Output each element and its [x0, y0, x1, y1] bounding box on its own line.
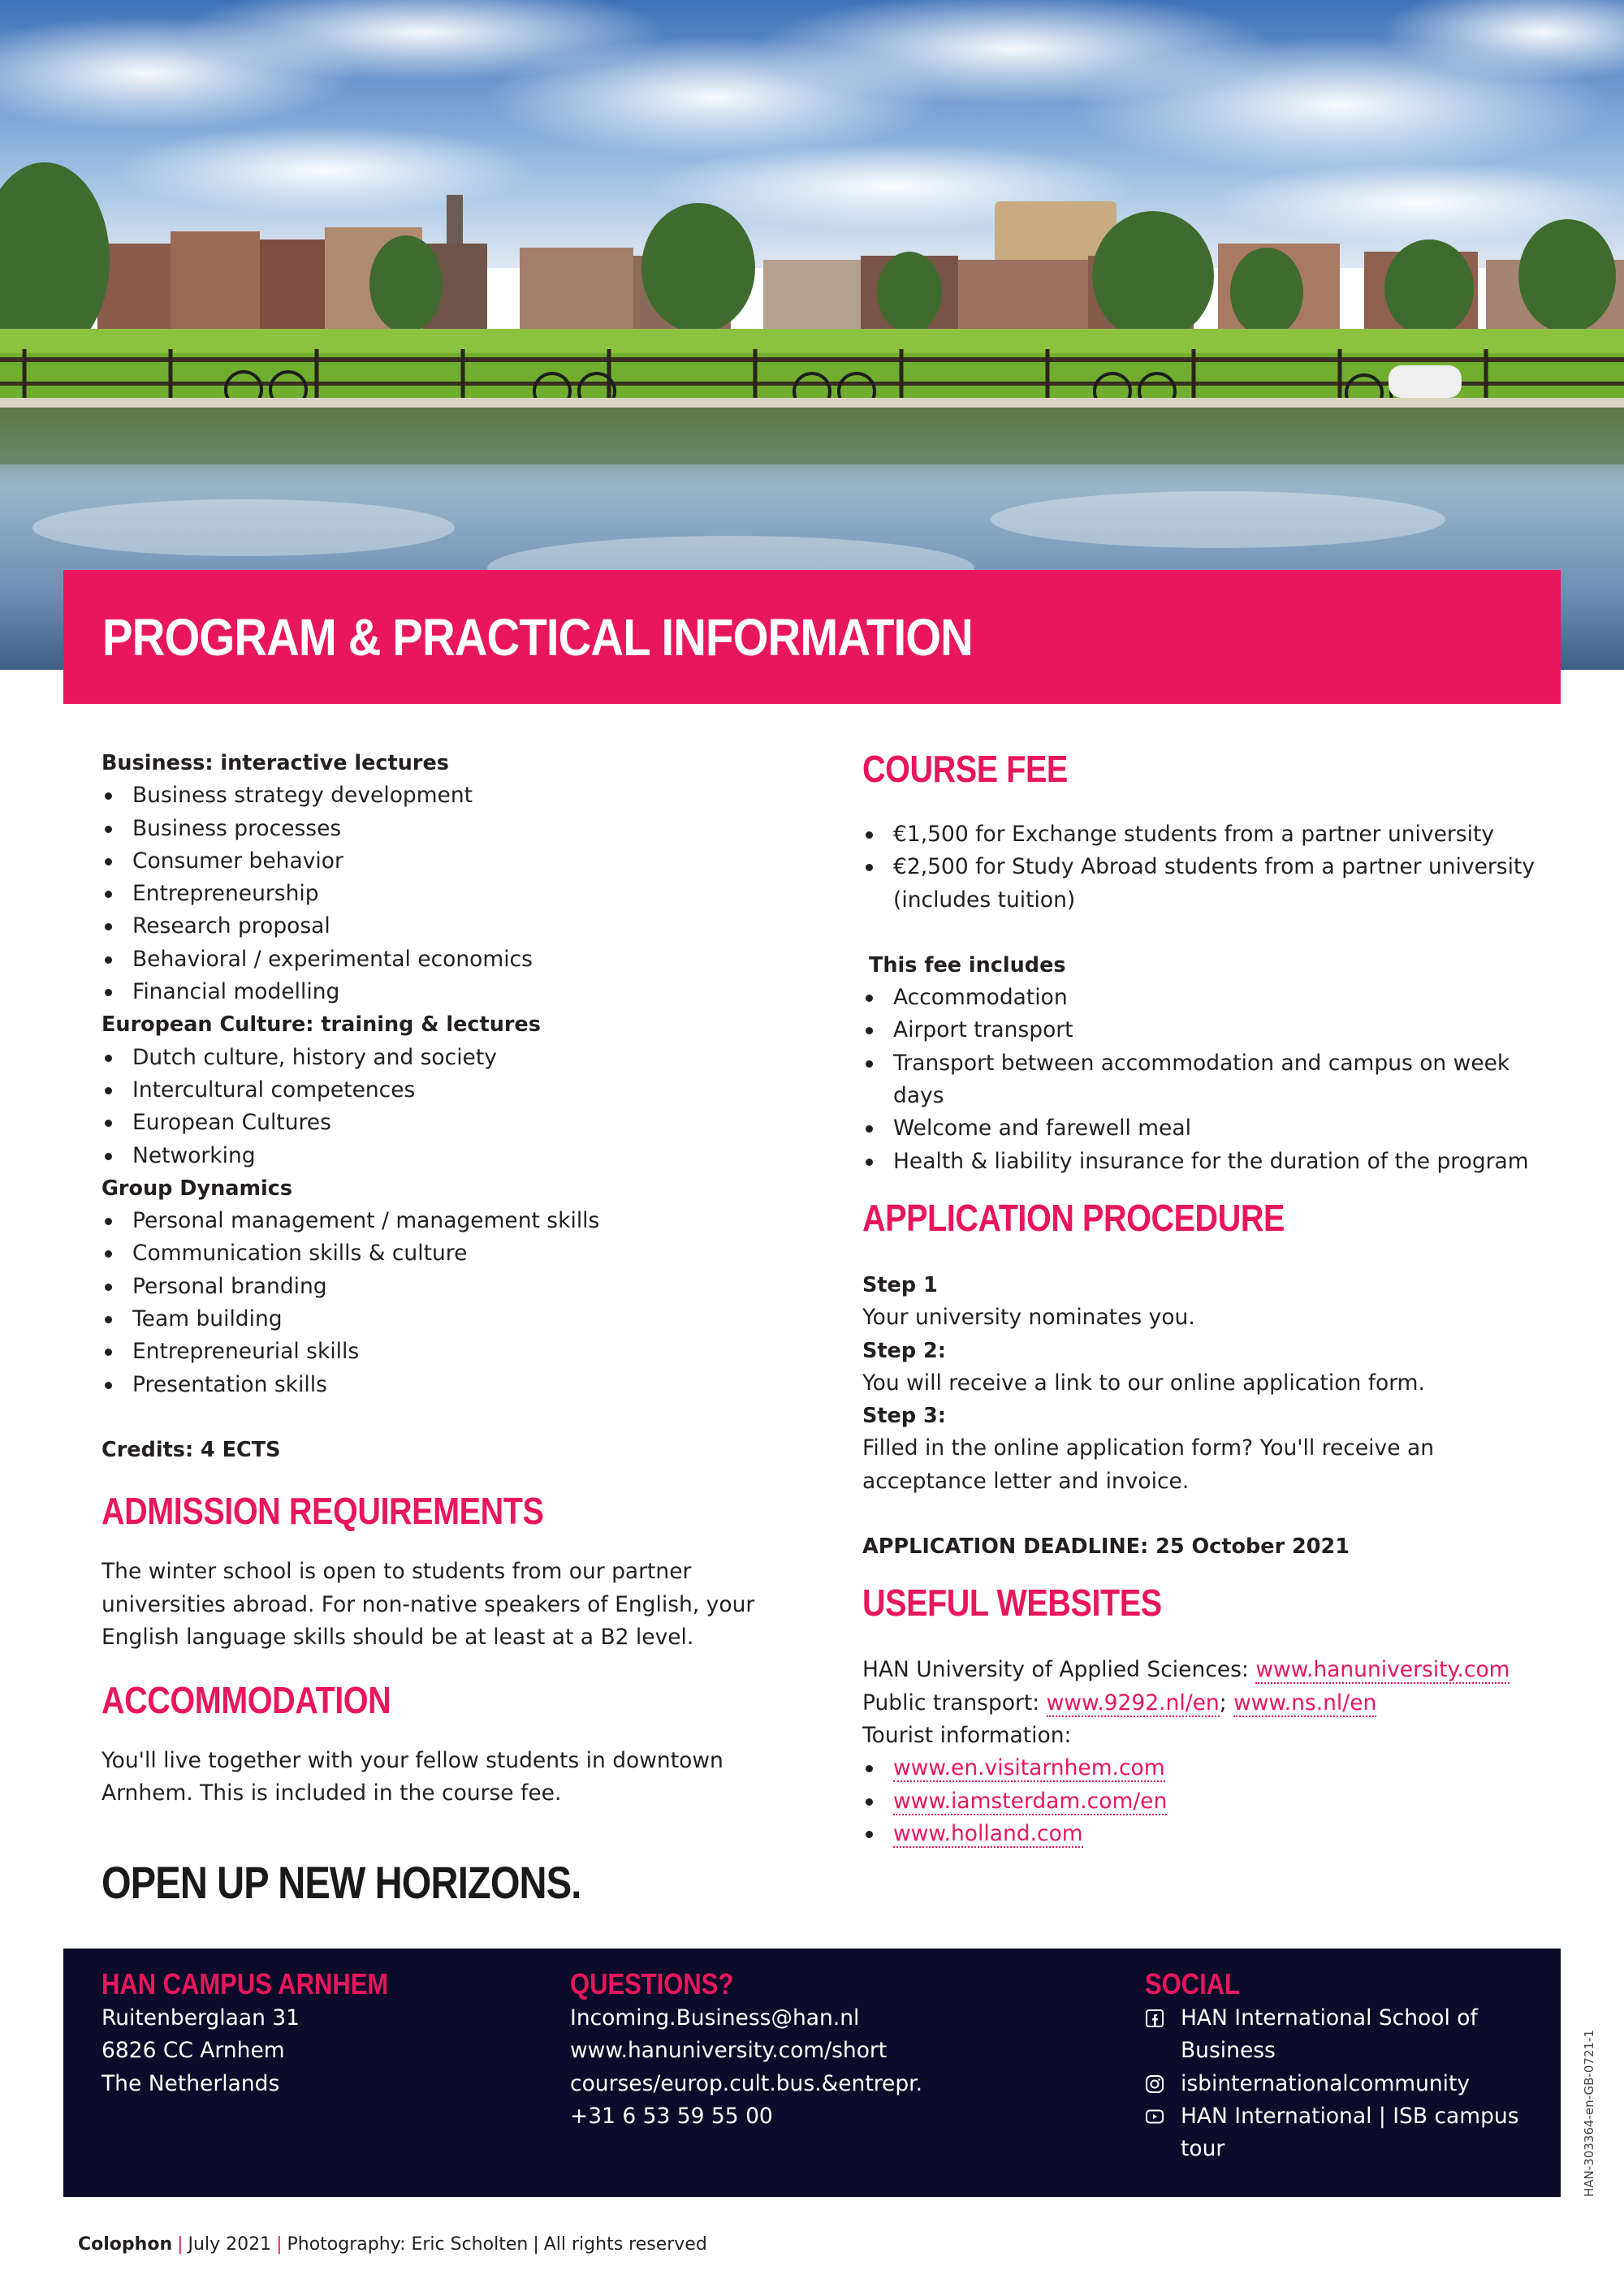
admission-text: The winter school is open to students from our partner universities abroad. For non-native speakers of English, your English language skills should be at least at a B2 level. — [102, 1559, 755, 1650]
list-item: Entrepreneurial skills — [102, 1336, 800, 1368]
list-item — [862, 1785, 1544, 1818]
social-youtube[interactable] — [1145, 2100, 1527, 2166]
ns-link[interactable]: www.ns.nl/en — [1233, 1690, 1377, 1716]
contact-email[interactable]: Incoming.Business@han.nl — [570, 2005, 860, 2031]
address-line: The Netherlands — [102, 2070, 280, 2096]
list-item: Business strategy development — [102, 779, 800, 812]
tourist-label: Tourist information: — [862, 1722, 1072, 1748]
han-website-line — [862, 1654, 1544, 1686]
program-group-heading: Group Dynamics — [102, 1176, 293, 1201]
application-title: APPLICATION PROCEDURE — [862, 1196, 1285, 1239]
list-item: Presentation skills — [102, 1369, 800, 1401]
iamsterdam-link[interactable]: www.iamsterdam.com/en — [893, 1788, 1168, 1814]
transport-line — [862, 1687, 1544, 1720]
9292-link[interactable]: www.9292.nl/en — [1046, 1690, 1220, 1716]
han-website-link[interactable]: www.hanuniversity.com — [1255, 1657, 1510, 1683]
program-list — [102, 1205, 800, 1401]
tourist-links — [862, 1752, 1544, 1850]
address-line: 6826 CC Arnhem — [102, 2038, 285, 2064]
colophon-rights: All rights reserved — [543, 2234, 707, 2255]
step-text: Filled in the online application form? You'll receive an acceptance letter and invoice. — [862, 1435, 1434, 1494]
holland-link[interactable]: www.holland.com — [893, 1820, 1083, 1846]
accommodation-title: ACCOMMODATION — [102, 1679, 391, 1722]
list-item: Behavioral / experimental economics — [102, 943, 800, 976]
list-item: Business processes — [102, 813, 800, 845]
step-text: Your university nominates you. — [862, 1305, 1195, 1331]
program-group — [102, 747, 800, 1008]
document-code-text: HAN-303364-en-GB-0721-1 — [1582, 2029, 1596, 2197]
list-item — [862, 1752, 1544, 1785]
footer — [63, 1949, 1561, 2197]
list-item: Transport between accommodation and campus on week days — [862, 1047, 1544, 1113]
list-item: Welcome and farewell meal — [862, 1112, 1544, 1145]
step-label: Step 3: — [862, 1404, 946, 1429]
footer-social — [1145, 1966, 1527, 2165]
list-item: Networking — [102, 1140, 800, 1172]
visitarnhem-link[interactable]: www.en.visitarnhem.com — [893, 1755, 1165, 1781]
credits: Credits: 4 ECTS — [102, 1437, 281, 1462]
contact-url[interactable]: www.hanuniversity.com/short — [570, 2038, 888, 2064]
transport-separator: ; — [1219, 1690, 1234, 1716]
accommodation-text: You'll live together with your fellow students in downtown Arnhem. This is included in the course fee. — [102, 1748, 723, 1806]
page-title: PROGRAM & PRACTICAL INFORMATION — [102, 607, 973, 667]
list-item: Consumer behavior — [102, 845, 800, 878]
social-youtube-label: HAN International | ISB campus tour — [1181, 2103, 1519, 2162]
list-item: Intercultural competences — [102, 1074, 800, 1107]
list-item: €2,500 for Study Abroad students from a partner university (includes tuition) — [862, 851, 1544, 917]
list-item: European Cultures — [102, 1107, 800, 1139]
social-instagram[interactable] — [1145, 2068, 1527, 2100]
transport-label: Public transport: — [862, 1690, 1047, 1716]
social-title: SOCIAL — [1145, 1967, 1240, 2000]
info-column — [862, 747, 1544, 1850]
list-item: Accommodation — [862, 982, 1544, 1014]
contact-phone[interactable]: +31 6 53 59 55 00 — [570, 2103, 773, 2129]
social-facebook-label: HAN International School of Business — [1181, 2005, 1478, 2064]
list-item — [862, 1818, 1544, 1850]
instagram-icon — [1145, 2074, 1164, 2094]
campus-title: HAN CAMPUS ARNHEM — [102, 1967, 389, 2000]
address-line: Ruitenberglaan 31 — [102, 2005, 300, 2031]
colophon: Colophon | July 2021 | Photography: Eric Scholten | All rights reserved — [78, 2234, 707, 2255]
list-item: Team building — [102, 1303, 800, 1336]
contact-url-cont[interactable]: courses/europ.cult.bus.&entrepr. — [570, 2070, 923, 2096]
course-fee-title: COURSE FEE — [862, 748, 1068, 790]
social-instagram-label: isbinternationalcommunity — [1181, 2070, 1471, 2096]
footer-questions — [570, 1966, 1106, 2133]
program-list — [102, 1042, 800, 1172]
document-code — [1580, 1949, 1600, 2197]
program-group — [102, 1172, 800, 1401]
list-item: Communication skills & culture — [102, 1237, 800, 1270]
list-item: Entrepreneurship — [102, 878, 800, 910]
websites-title: USEFUL WEBSITES — [862, 1582, 1162, 1625]
list-item: Research proposal — [102, 910, 800, 943]
colophon-date: July 2021 — [188, 2234, 272, 2255]
colophon-photo: Photography: Eric Scholten — [287, 2234, 529, 2255]
program-group-heading: Business: interactive lectures — [102, 751, 449, 775]
social-facebook[interactable] — [1145, 2002, 1527, 2068]
list-item: Dutch culture, history and society — [102, 1042, 800, 1074]
youtube-icon — [1145, 2107, 1164, 2126]
fee-includes-heading: This fee includes — [869, 952, 1066, 978]
list-item: €1,500 for Exchange students from a partner university — [862, 818, 1544, 851]
step-text: You will receive a link to our online application form. — [862, 1370, 1425, 1396]
program-group-heading: European Culture: training & lectures — [102, 1012, 541, 1038]
program-group — [102, 1008, 800, 1172]
title-banner — [63, 570, 1561, 704]
list-item: Personal branding — [102, 1271, 800, 1303]
han-website-label: HAN University of Applied Sciences: — [862, 1657, 1256, 1683]
step-label: Step 1 — [862, 1272, 938, 1297]
list-item: Personal management / management skills — [102, 1205, 800, 1237]
fee-includes-list — [862, 982, 1544, 1178]
tagline: OPEN UP NEW HORIZONS. — [102, 1857, 581, 1908]
footer-campus — [102, 1966, 524, 2100]
questions-title: QUESTIONS? — [570, 1967, 734, 2000]
step-label: Step 2: — [862, 1338, 946, 1363]
list-item: Financial modelling — [102, 976, 800, 1008]
program-column — [102, 747, 800, 1810]
facebook-icon — [1145, 2009, 1164, 2028]
application-deadline: APPLICATION DEADLINE: 25 October 2021 — [862, 1534, 1350, 1560]
list-item: Health & liability insurance for the duration of the program — [862, 1146, 1544, 1178]
list-item: Airport transport — [862, 1014, 1544, 1047]
program-list — [102, 779, 800, 1008]
fee-list — [862, 818, 1544, 917]
admission-title: ADMISSION REQUIREMENTS — [102, 1490, 544, 1533]
colophon-label: Colophon — [78, 2234, 173, 2255]
